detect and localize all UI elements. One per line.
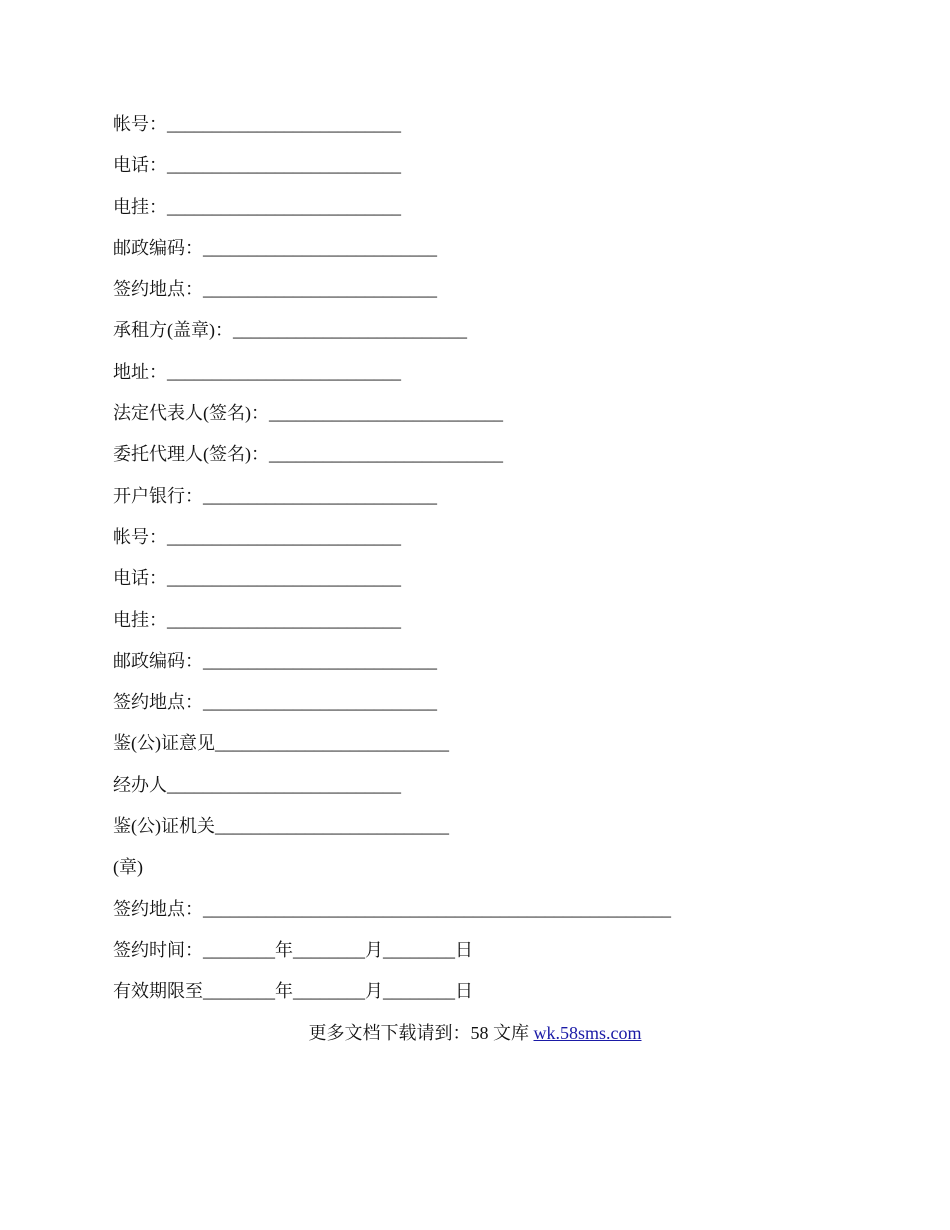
field-authorized-agent: 委托代理人(签名)：__________________________ (113, 444, 503, 465)
field-address: 地址：__________________________ (113, 361, 401, 382)
field-lessee-seal: 承租方(盖章)：__________________________ (113, 320, 467, 341)
field-phone: 电话：__________________________ (113, 155, 401, 176)
contract-fields (113, 112, 733, 1021)
field-legal-representative: 法定代表人(签名)：__________________________ (113, 403, 503, 424)
field-seal: (章) (113, 857, 143, 878)
field-bank: 开户银行：__________________________ (113, 485, 437, 506)
footer-link[interactable]: wk.58sms.com (533, 1023, 642, 1043)
download-footer (0, 1021, 950, 1045)
field-telegraph: 电挂：__________________________ (113, 196, 401, 217)
field-signing-place: 签约地点：__________________________ (113, 279, 437, 300)
field-signing-place-2: 签约地点：__________________________ (113, 692, 437, 713)
footer-text: 更多文档下载请到：58 文库 (308, 1023, 534, 1043)
field-account: 帐号：__________________________ (113, 114, 401, 134)
field-handler: 经办人__________________________ (113, 774, 401, 795)
field-postcode: 邮政编码：__________________________ (113, 237, 437, 258)
field-postcode-2: 邮政编码：__________________________ (113, 650, 437, 671)
field-notary-office: 鉴(公)证机关__________________________ (113, 816, 449, 837)
field-notary-opinion: 鉴(公)证意见__________________________ (113, 733, 449, 754)
field-signing-place-long: 签约地点：____________________________________________________ (113, 898, 671, 919)
field-telegraph-2: 电挂：__________________________ (113, 609, 401, 630)
field-validity-date: 有效期限至________年________月________日 (113, 981, 473, 1002)
field-account-2: 帐号：__________________________ (113, 526, 401, 547)
field-signing-date: 签约时间：________年________月________日 (113, 939, 473, 960)
field-phone-2: 电话：__________________________ (113, 568, 401, 589)
